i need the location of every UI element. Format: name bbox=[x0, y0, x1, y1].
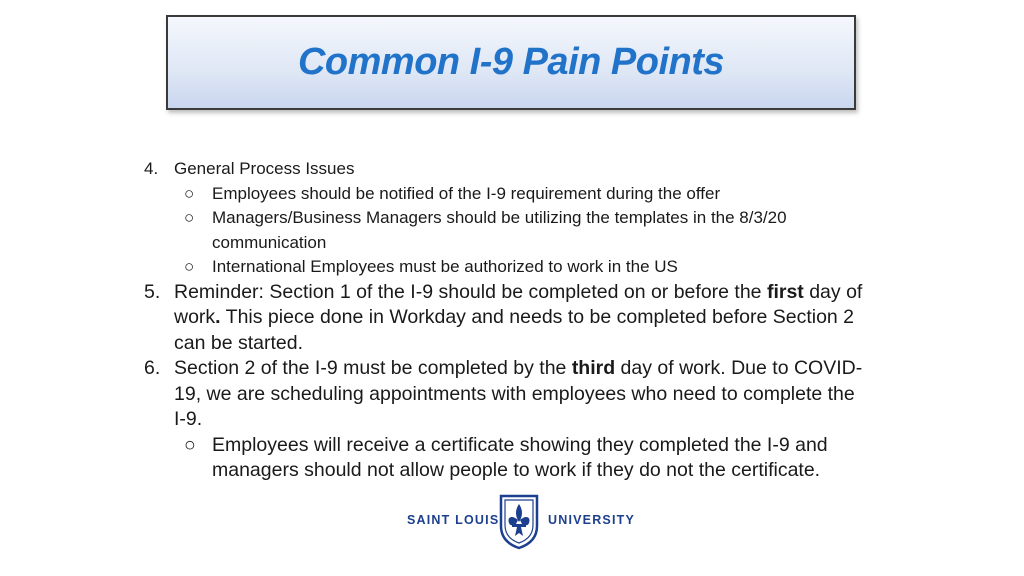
sub-bullet bbox=[140, 255, 880, 280]
bullet-circle-icon: ○ bbox=[184, 433, 196, 456]
list-item-5-line3 bbox=[140, 331, 880, 357]
list-item-5-line2 bbox=[140, 305, 880, 331]
sub-bullet bbox=[140, 206, 880, 231]
list-item-text: This piece done in Workday and needs to be completed before Section 2 bbox=[220, 306, 855, 328]
sub-bullet-text: Employees should be notified of the I-9 requirement during the offer bbox=[212, 183, 721, 203]
sub-bullet bbox=[140, 182, 880, 207]
sub-bullet-continuation bbox=[140, 458, 880, 484]
list-item-6-line2 bbox=[140, 382, 880, 408]
logo-text-right: UNIVERSITY bbox=[548, 513, 636, 527]
list-item-4 bbox=[140, 157, 880, 182]
list-item-text: work bbox=[174, 306, 216, 328]
logo-text-left: SAINT LOUIS bbox=[407, 513, 500, 527]
sub-bullet-text: Managers/Business Managers should be utilizing the templates in the 8/3/20 bbox=[212, 208, 787, 227]
list-item-text: I-9. bbox=[174, 408, 203, 430]
sub-bullet-text: Employees will receive a certificate showing they completed the I-9 and bbox=[212, 433, 828, 456]
bullet-circle-icon: ○ bbox=[184, 208, 195, 227]
list-item-text: Section 2 of the I-9 must be completed by the bbox=[174, 357, 572, 379]
university-logo bbox=[407, 492, 636, 550]
bullet-circle-icon: ○ bbox=[184, 183, 195, 203]
emphasis-period: . bbox=[215, 306, 221, 328]
list-item-text: 19, we are scheduling appointments with employees who need to complete the bbox=[174, 382, 855, 405]
sub-bullet-text: communication bbox=[212, 232, 327, 252]
list-item-text: Reminder: Section 1 of the I-9 should be completed on or before the bbox=[174, 280, 767, 303]
emphasis-first: first bbox=[766, 280, 804, 303]
bullet-circle-icon: ○ bbox=[184, 257, 195, 276]
list-item-text: General Process Issues bbox=[174, 159, 355, 178]
sub-bullet-text: International Employees must be authorized to work in the US bbox=[212, 257, 678, 276]
sub-bullet-text: managers should not allow people to work if they do not the certificate. bbox=[212, 459, 821, 481]
list-number: 6. bbox=[144, 357, 161, 379]
emphasis-third: third bbox=[571, 357, 616, 379]
fleur-de-lis-shield-icon bbox=[497, 492, 541, 550]
list-item-text: day of bbox=[803, 280, 863, 303]
sub-bullet-continuation bbox=[140, 231, 880, 256]
slide-content bbox=[140, 157, 880, 484]
list-item-6-line3 bbox=[140, 407, 880, 433]
list-item-text: day of work. Due to COVID- bbox=[615, 357, 863, 379]
title-box bbox=[166, 15, 856, 110]
list-number: 5. bbox=[144, 280, 161, 303]
slide-title: Common I-9 Pain Points bbox=[297, 41, 725, 83]
sub-bullet bbox=[140, 433, 880, 459]
list-item-5 bbox=[140, 280, 880, 306]
list-number: 4. bbox=[144, 159, 159, 178]
list-item-text: can be started. bbox=[174, 331, 303, 354]
list-item-6 bbox=[140, 356, 880, 382]
